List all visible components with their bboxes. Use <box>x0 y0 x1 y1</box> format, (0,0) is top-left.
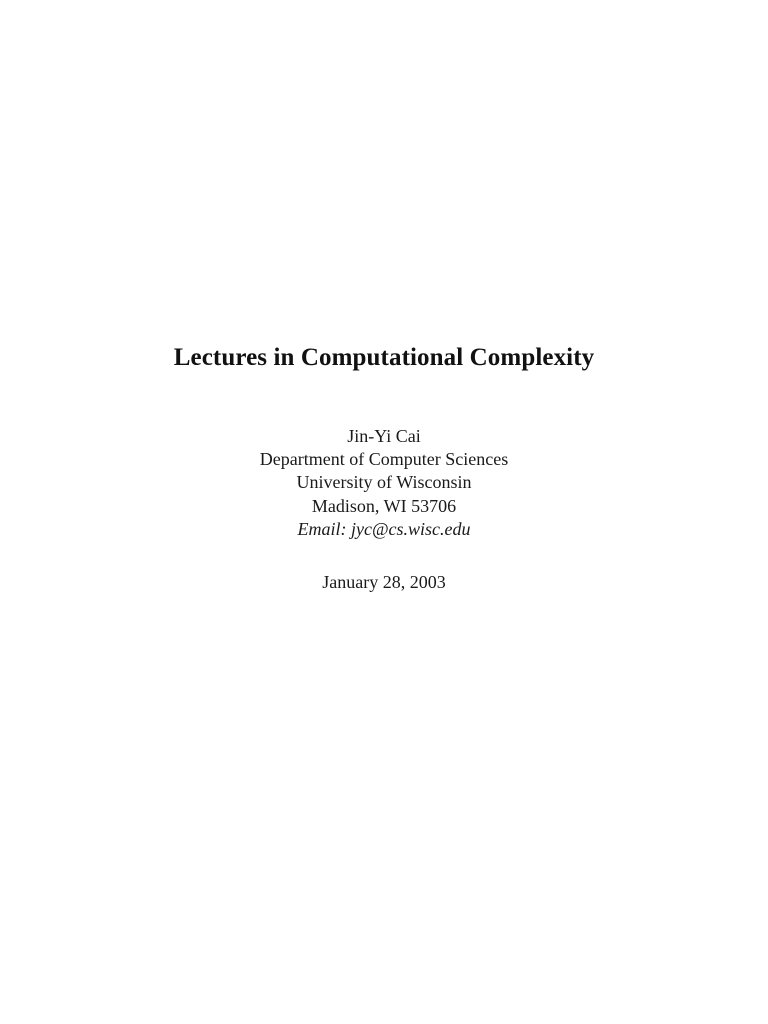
author-address: Madison, WI 53706 <box>311 495 457 516</box>
author-name: Jin-Yi Cai <box>347 426 421 446</box>
author-block <box>0 425 768 541</box>
document-date: January 28, 2003 <box>322 572 446 592</box>
author-department: Department of Computer Sciences <box>259 449 509 470</box>
author-university: University of Wisconsin <box>296 472 472 493</box>
document-title: Lectures in Computational Complexity <box>173 344 595 371</box>
author-email: Email: jyc@cs.wisc.edu <box>297 518 471 539</box>
